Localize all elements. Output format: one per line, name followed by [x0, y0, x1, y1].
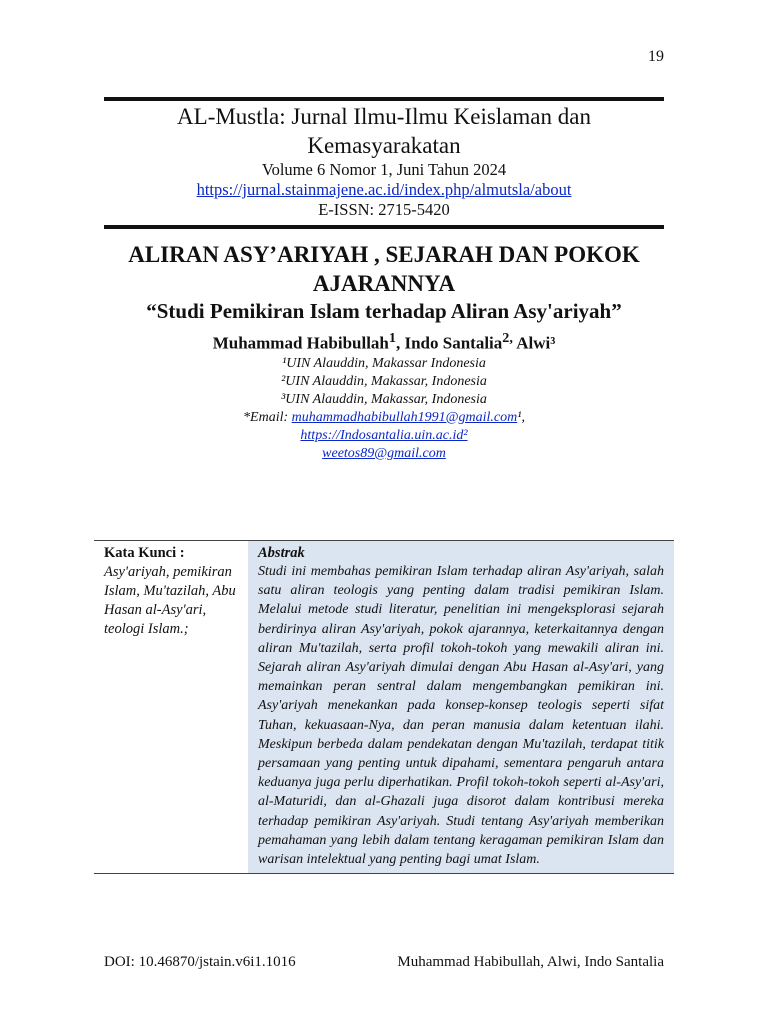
- website-link[interactable]: https://Indosantalia.uin.ac.id²: [300, 427, 468, 443]
- affiliation: ³UIN Alauddin, Makassar, Indonesia: [281, 391, 487, 407]
- abstract-text: Studi ini membahas pemikiran Islam terhadap aliran Asy'ariyah, salah satu aliran teologis yang penting dalam tradisi pemikiran Islam. Melalui metode studi literatur, penelitian ini mengeksplorasi sejarah berdirinya aliran Asy'ariyah, pokok ajarannya, keterkaitannya dengan aliran Mu'tazilah, serta profil tokoh-tokoh yang mewakili aliran ini. Sejarah aliran Asy'ariyah dimulai dengan Abu Hasan al-Asy'ari, yang memainkan peran sentral dalam mengembangkan pemikiran ini. Asy'ariyah menekankan pada konsep-konsep teologis seperti sifat Tuhan, kekuasaan-Nya, dan peran manusia dalam ketentuan ilahi. Meskipun berbeda dalam pendekatan dengan Mu'tazilah, terdapat titik persamaan yang penting untuk dipahami, sementara pengaruh antara keduanya juga perlu diperhatikan. Profil tokoh-tokoh seperti al-Asy'ari, al-Maturidi, dan al-Ghazali juga disorot dalam kontribusi mereka terhadap pemikiran Asy'ariyah. Studi tentang Asy'ariyah memberikan pemahaman yang lebih dalam tentang keragaman pemikiran Islam dan warisan intelektual yang penting bagi umat Islam.: [258, 564, 664, 868]
- journal-eissn: E-ISSN: 2715-5420: [318, 200, 450, 219]
- author-name: Muhammad Habibullah: [212, 333, 389, 353]
- article-title-block: [104, 240, 664, 463]
- keywords-column: [94, 541, 248, 873]
- journal-url-link[interactable]: https://jurnal.stainmajene.ac.id/index.php/almutsla/about: [196, 180, 572, 199]
- abstract-column: [248, 541, 674, 873]
- author-name: Indo Santalia: [404, 333, 503, 353]
- affiliation: ¹UIN Alauddin, Makassar Indonesia: [282, 355, 486, 371]
- author-affil-mark: 2,: [502, 330, 513, 346]
- affiliation: ²UIN Alauddin, Makassar, Indonesia: [281, 373, 487, 389]
- abstract-heading: Abstrak: [258, 545, 305, 561]
- author-list: Muhammad Habibullah$^1$, Indo Santalia$^{2,}$ Alwi³: [212, 330, 556, 353]
- email-link[interactable]: weetos89@gmail.com: [322, 445, 446, 461]
- article-subtitle: “Studi Pemikiran Islam terhadap Aliran Asy'ariyah”: [146, 299, 622, 323]
- header-top-rule: [104, 97, 664, 101]
- journal-title: AL-Mustla: Jurnal Ilmu-Ilmu Keislaman dan Kemasyarakatan: [177, 104, 591, 158]
- journal-volume: Volume 6 Nomor 1, Juni Tahun 2024: [261, 160, 507, 179]
- keywords-text: Asy'ariyah, pemikiran Islam, Mu'tazilah, Abu Hasan al-Asy'ari, teologi Islam.;: [104, 564, 236, 637]
- footer-authors: Muhammad Habibullah, Alwi, Indo Santalia: [397, 954, 664, 970]
- abstract-table: [94, 540, 674, 874]
- author-affil-mark: 1: [388, 330, 396, 346]
- page-footer: [104, 954, 664, 971]
- header-bottom-rule: [104, 225, 664, 229]
- footer-doi: DOI: 10.46870/jstain.v6i1.1016: [104, 954, 296, 970]
- author-name: Alwi³: [516, 333, 556, 353]
- page-number: 19: [648, 48, 664, 65]
- email-link[interactable]: muhammadhabibullah1991@gmail.com: [291, 409, 518, 425]
- journal-header: [104, 102, 664, 220]
- email-line: *Email: muhammadhabibullah1991@gmail.com¹,: [243, 409, 525, 425]
- article-title: ALIRAN ASY’ARIYAH , SEJARAH DAN POKOK AJARANNYA: [128, 242, 640, 296]
- keywords-heading: Kata Kunci :: [104, 545, 185, 561]
